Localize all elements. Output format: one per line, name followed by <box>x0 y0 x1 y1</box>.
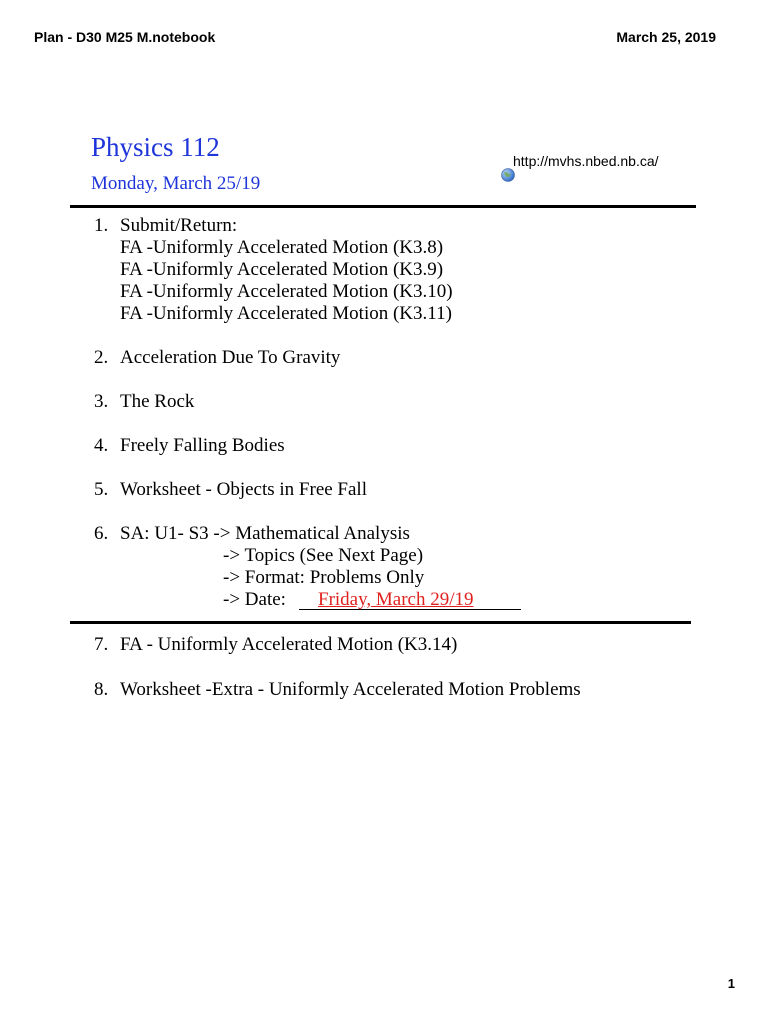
item-text: FA - Uniformly Accelerated Motion (K3.14) <box>120 634 458 655</box>
item-text: Freely Falling Bodies <box>120 435 285 456</box>
item-subline: FA -Uniformly Accelerated Motion (K3.8) <box>120 237 444 258</box>
item-subline: FA -Uniformly Accelerated Motion (K3.10) <box>120 281 453 302</box>
item-subline: FA -Uniformly Accelerated Motion (K3.11) <box>120 303 452 324</box>
item-subline: -> Format: Problems Only <box>223 567 425 588</box>
item-text: Submit/Return: <box>120 215 238 236</box>
item-number: 4. <box>94 435 109 456</box>
item-subline: -> Topics (See Next Page) <box>223 545 424 566</box>
notebook-title: Plan - D30 M25 M.notebook <box>34 29 216 45</box>
top-divider <box>70 205 696 208</box>
item-number: 8. <box>94 679 109 700</box>
item-number: 5. <box>94 479 109 500</box>
item-text: Worksheet - Objects in Free Fall <box>120 479 367 500</box>
globe-icon[interactable] <box>501 168 515 182</box>
item-subline: -> Date: <box>223 589 286 610</box>
school-link[interactable]: http://mvhs.nbed.nb.ca/ <box>513 153 659 169</box>
item-text: SA: U1- S3 -> Mathematical Analysis <box>120 523 410 544</box>
item-number: 2. <box>94 347 109 368</box>
lesson-date: Monday, March 25/19 <box>91 173 261 194</box>
due-date: Friday, March 29/19 <box>318 589 474 610</box>
item-number: 3. <box>94 391 109 412</box>
middle-divider <box>70 621 691 624</box>
page-date: March 25, 2019 <box>616 29 716 45</box>
item-number: 1. <box>94 215 109 236</box>
item-text: The Rock <box>120 391 195 412</box>
item-number: 6. <box>94 523 109 544</box>
item-text: Worksheet -Extra - Uniformly Accelerated Motion Problems <box>120 679 581 700</box>
item-number: 7. <box>94 634 109 655</box>
item-text: Acceleration Due To Gravity <box>120 347 341 368</box>
page-title: Physics 112 <box>91 132 220 162</box>
item-subline: FA -Uniformly Accelerated Motion (K3.9) <box>120 259 444 280</box>
page-number: 1 <box>727 976 735 991</box>
